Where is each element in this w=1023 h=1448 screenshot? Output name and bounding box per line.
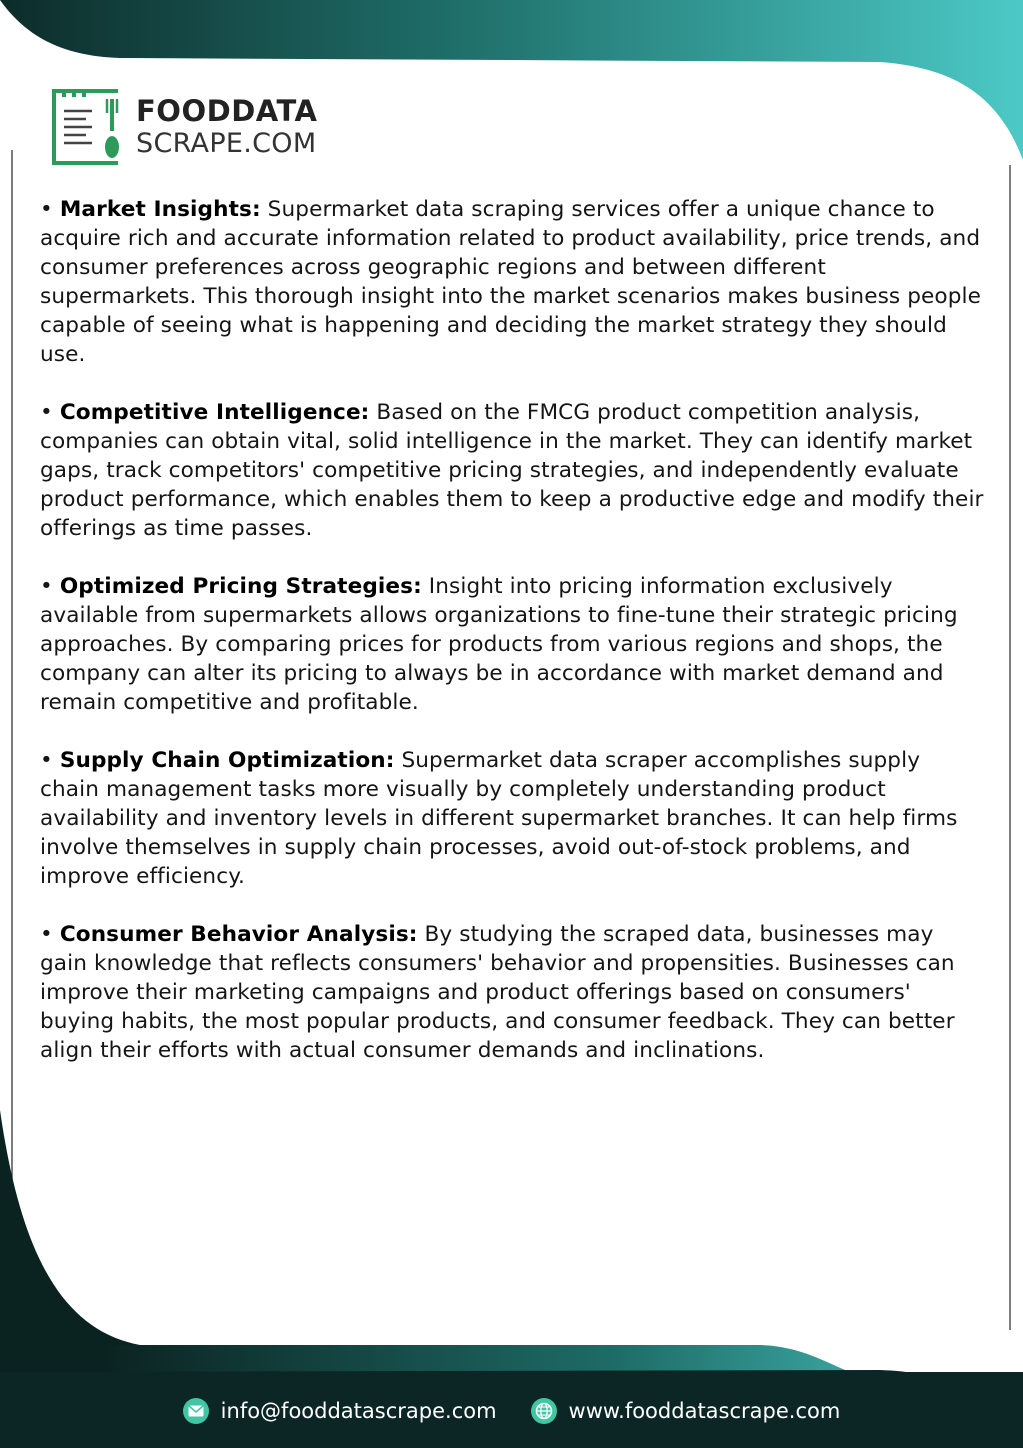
section-body: By studying the scraped data, businesses may gain knowledge that reflects consumers' behavior and propensities. Businesses can improve their marketing campaigns and product offerings based on consumers' buying habits, the most popular products, and consumer feedback. They can better align their efforts with actual consumer demands and inclinations. xyxy=(40,922,955,1063)
section-body: Supermarket data scraping services offer a unique chance to acquire rich and accurate information related to product availability, price trends, and consumer preferences across geographic regions and between different supermarkets. This thorough insight into the market scenarios makes business people capable of seeing what is happening and deciding the market strategy they should use. xyxy=(40,197,982,367)
bullet: • xyxy=(40,574,53,599)
document-body xyxy=(40,195,985,1094)
section-title: Supply Chain Optimization: xyxy=(59,748,395,773)
bullet: • xyxy=(40,400,53,425)
footer-email[interactable] xyxy=(183,1398,497,1424)
website-link[interactable]: www.fooddatascrape.com xyxy=(568,1399,841,1423)
section-body: Based on the FMCG product competition analysis, companies can obtain vital, solid intelligence in the market. They can identify market gaps, track competitors' competitive pricing strategies, and independently evaluate product performance, which enables them to keep a productive edge and modify their offerings as time passes. xyxy=(40,400,984,541)
globe-icon xyxy=(531,1398,557,1424)
menu-card-icon xyxy=(52,87,126,167)
bullet: • xyxy=(40,922,53,947)
footer-contact xyxy=(0,1393,1023,1429)
section-consumer-behavior xyxy=(40,920,985,1065)
section-title: Consumer Behavior Analysis: xyxy=(59,922,418,947)
envelope-icon xyxy=(183,1398,209,1424)
section-body: Insight into pricing information exclusively available from supermarkets allows organizations to fine-tune their strategic pricing approaches. By comparing prices for products from various regions and shops, the company can alter its pricing to always be in accordance with market demand and remain competitive and profitable. xyxy=(40,574,958,715)
section-title: Market Insights: xyxy=(59,197,261,222)
brand-name-line2: SCRAPE.COM xyxy=(136,128,317,159)
brand-logo xyxy=(52,86,317,168)
bullet: • xyxy=(40,197,53,222)
section-body: Supermarket data scraper accomplishes supply chain management tasks more visually by completely understanding product availability and inventory levels in different supermarket branches. It can help firms involve themselves in supply chain processes, avoid out-of-stock problems, and improve efficiency. xyxy=(40,748,958,889)
section-supply-chain xyxy=(40,746,985,891)
brand-name-line1: FOODDATA xyxy=(136,94,318,128)
bullet: • xyxy=(40,748,53,773)
section-market-insights xyxy=(40,195,985,369)
email-link[interactable]: info@fooddatascrape.com xyxy=(220,1399,497,1423)
section-title: Competitive Intelligence: xyxy=(59,400,370,425)
footer-website[interactable] xyxy=(531,1398,841,1424)
section-competitive-intelligence xyxy=(40,398,985,543)
section-title: Optimized Pricing Strategies: xyxy=(59,574,422,599)
section-optimized-pricing xyxy=(40,572,985,717)
